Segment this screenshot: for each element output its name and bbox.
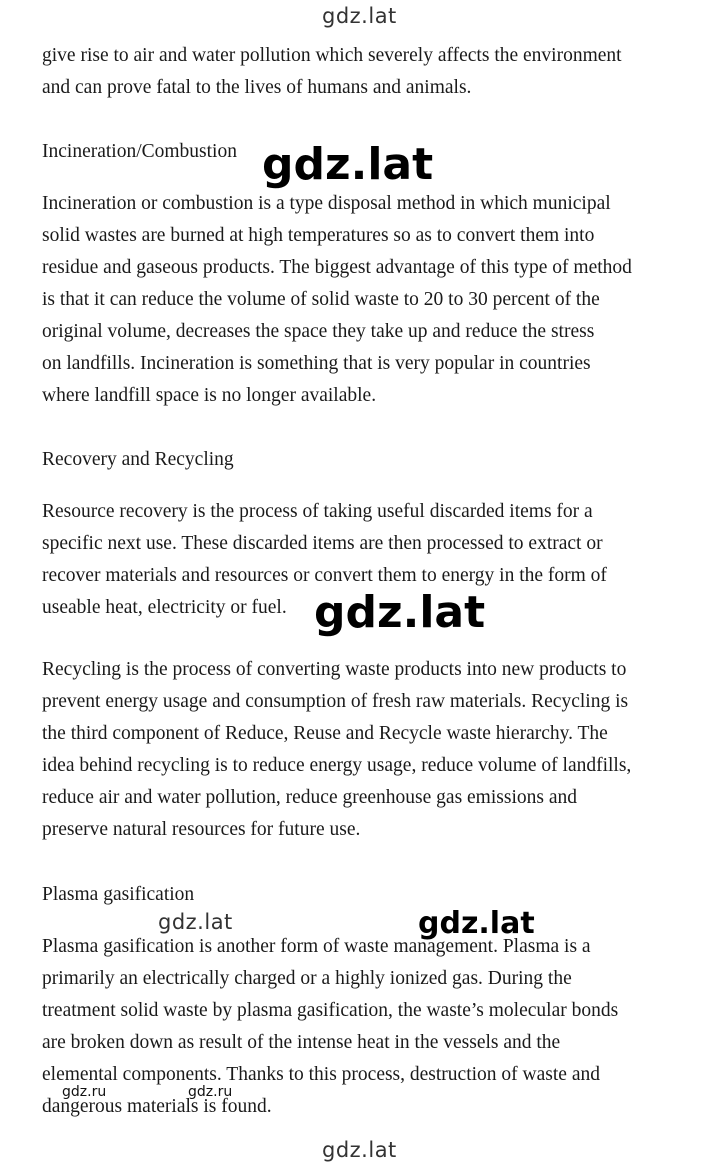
section-heading-incineration: Incineration/Combustion [42,141,237,162]
watermark-big-1: gdz.lat [262,139,434,190]
paragraph-line: Plasma gasification is another form of waste management. Plasma is a [42,936,591,957]
paragraph-line: solid wastes are burned at high temperatures so as to convert them into [42,225,595,246]
watermark-bottom: gdz.lat [322,1138,397,1162]
watermark-small-left: gdz.lat [158,910,233,934]
paragraph-line: reduce air and water pollution, reduce greenhouse gas emissions and [42,787,577,808]
watermark-mid-right: gdz.lat [418,906,535,941]
paragraph-line: preserve natural resources for future use. [42,819,361,840]
paragraph-line: dangerous materials is found. [42,1096,272,1117]
paragraph-line: are broken down as result of the intense heat in the vessels and the [42,1032,561,1053]
watermark-tiny-2: gdz.ru [188,1084,233,1100]
intro-line: give rise to air and water pollution which severely affects the environment [42,45,622,66]
paragraph-line: Resource recovery is the process of taking useful discarded items for a [42,501,593,522]
paragraph-line: on landfills. Incineration is something that is very popular in countries [42,353,591,374]
paragraph-line: specific next use. These discarded items are then processed to extract or [42,533,603,554]
paragraph-line: prevent energy usage and consumption of fresh raw materials. Recycling is [42,691,629,712]
paragraph-line: where landfill space is no longer available. [42,385,377,406]
paragraph-line: useable heat, electricity or fuel. [42,597,287,618]
paragraph-line: treatment solid waste by plasma gasification, the waste’s molecular bonds [42,1000,619,1021]
watermark-big-2: gdz.lat [314,587,486,638]
paragraph-line: Incineration or combustion is a type disposal method in which municipal [42,193,611,214]
paragraph-line: is that it can reduce the volume of solid waste to 20 to 30 percent of the [42,289,600,310]
paragraph-line: original volume, decreases the space they take up and reduce the stress [42,321,595,342]
paragraph-line: the third component of Reduce, Reuse and Recycle waste hierarchy. The [42,723,608,744]
section-heading-recovery: Recovery and Recycling [42,449,234,470]
watermark-top: gdz.lat [322,4,397,28]
paragraph-line: Recycling is the process of converting waste products into new products to [42,659,627,680]
paragraph-line: primarily an electrically charged or a highly ionized gas. During the [42,968,572,989]
paragraph-line: residue and gaseous products. The biggest advantage of this type of method [42,257,632,278]
paragraph-line: recover materials and resources or convert them to energy in the form of [42,565,607,586]
paragraph-line: idea behind recycling is to reduce energy usage, reduce volume of landfills, [42,755,632,776]
watermark-tiny-1: gdz.ru [62,1084,107,1100]
section-heading-plasma: Plasma gasification [42,884,195,905]
intro-line: and can prove fatal to the lives of humans and animals. [42,77,472,98]
paragraph-line: elemental components. Thanks to this process, destruction of waste and [42,1064,600,1085]
